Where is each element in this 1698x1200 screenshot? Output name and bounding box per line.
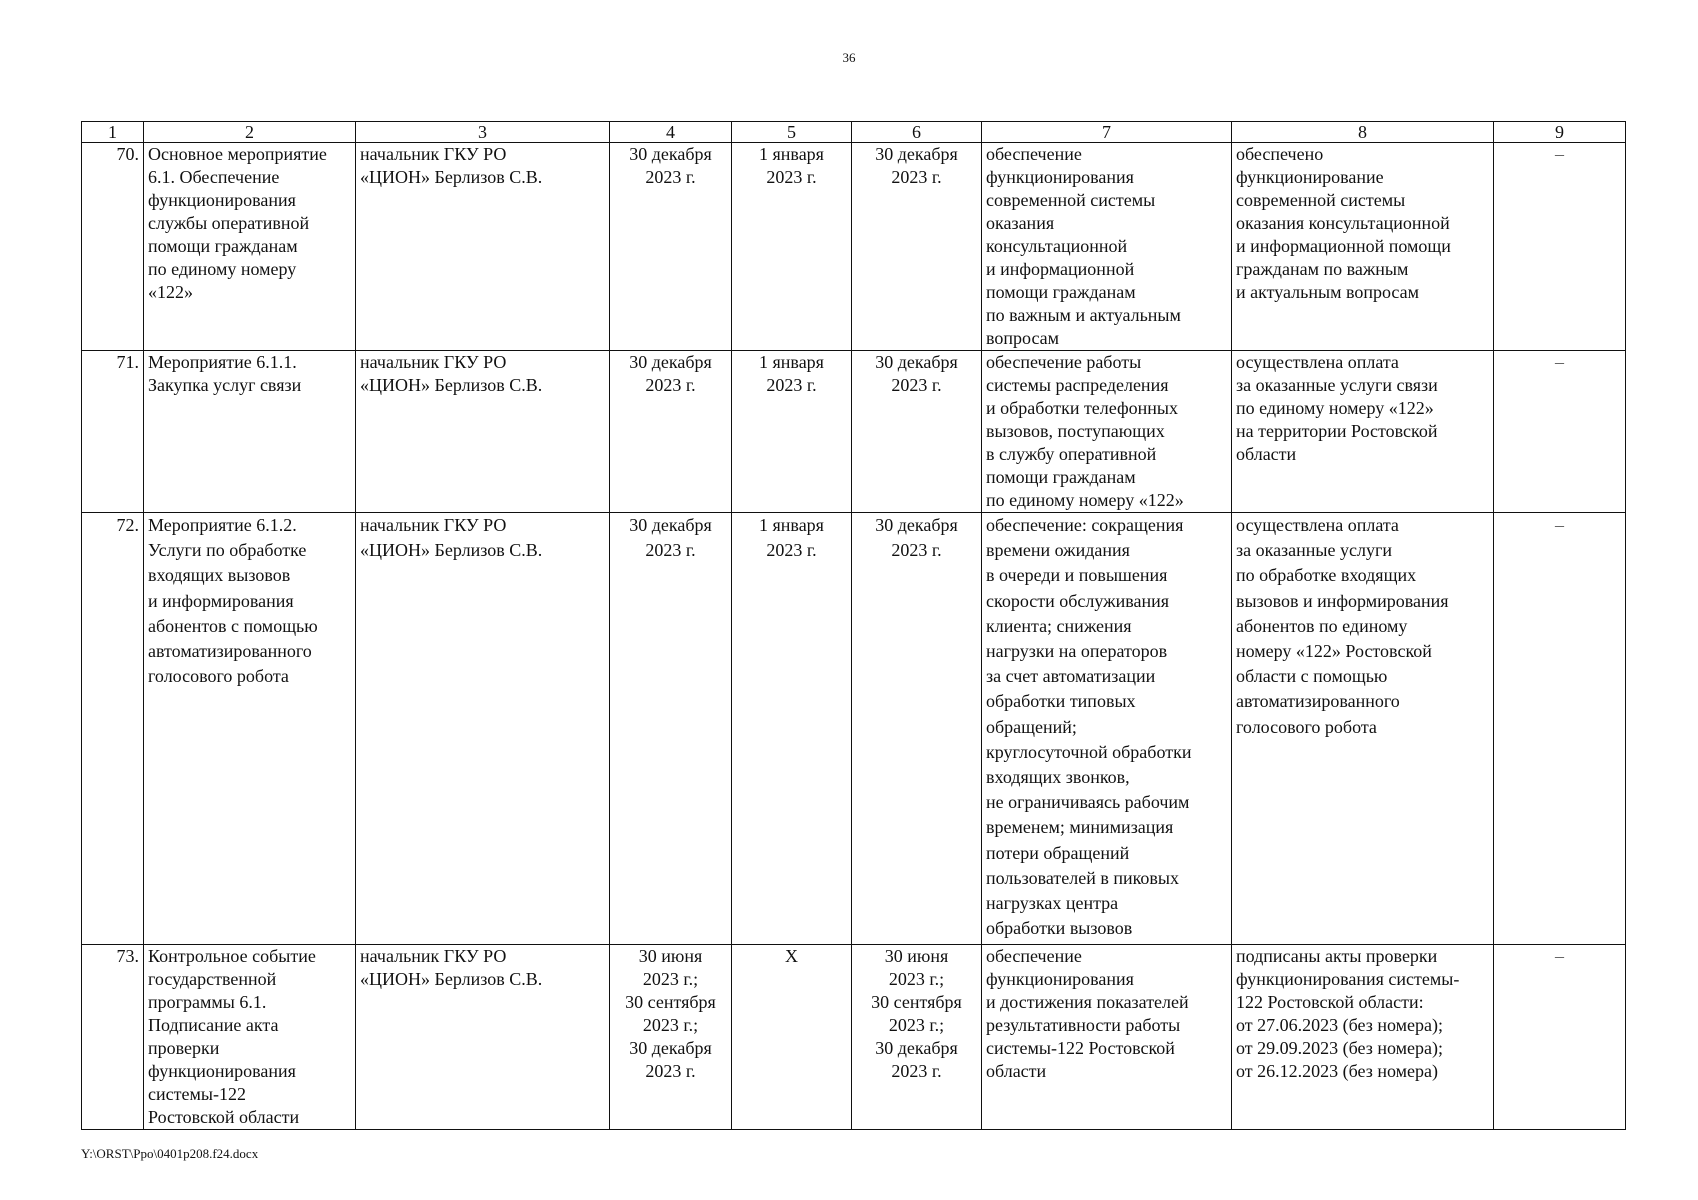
actual-result (1232, 143, 1494, 351)
date-col5 (732, 945, 852, 1130)
column-header: 2 (144, 122, 356, 143)
cell-line: обеспечено (1236, 144, 1324, 164)
cell-line: 1 января (759, 144, 824, 164)
expected-result (982, 945, 1232, 1130)
cell-line: по единому номеру (148, 259, 297, 279)
cell-line: системы-122 Ростовской (986, 1038, 1175, 1058)
cell-line: обеспечение (986, 144, 1082, 164)
cell-line: голосового робота (1236, 716, 1377, 737)
date-col5 (732, 513, 852, 945)
actual-result (1232, 351, 1494, 513)
cell-line: 30 декабря (629, 1038, 712, 1058)
cell-line: современной системы (986, 190, 1156, 210)
cell-line: входящих звонков, (986, 767, 1130, 788)
cell-line: и актуальным вопросам (1236, 282, 1420, 302)
cell-line: от 26.12.2023 (без номера) (1236, 1061, 1439, 1081)
cell-line: обеспечение работы (986, 352, 1142, 372)
cell-line: начальник ГКУ РО (360, 515, 507, 535)
cell-line: голосового робота (148, 666, 289, 687)
cell-line: гражданам по важным (1236, 259, 1409, 279)
cell-line: не ограничиваясь рабочим (986, 792, 1190, 813)
cell-line: 30 декабря (875, 1038, 958, 1058)
plan-table (81, 121, 1626, 1130)
cell-line: 2023 г. (891, 375, 942, 395)
cell-line: начальник ГКУ РО (360, 144, 507, 164)
cell-line: области (1236, 444, 1297, 464)
responsible-person (356, 513, 610, 945)
cell-line: программы 6.1. (148, 992, 267, 1012)
cell-line: 30 декабря (875, 144, 958, 164)
cell-line: временем; минимизация (986, 817, 1174, 838)
cell-line: оказания (986, 213, 1055, 233)
cell-line: входящих вызовов (148, 565, 291, 586)
cell-line: обеспечение: сокращения (986, 515, 1184, 535)
cell-line: 2023 г. (766, 375, 817, 395)
cell-line: клиента; снижения (986, 615, 1132, 636)
cell-line: абонентов с помощью (148, 615, 318, 636)
cell-line: области (986, 1061, 1047, 1081)
cell-line: Ростовской области (148, 1107, 300, 1127)
cell-line: Подписание акта (148, 1015, 279, 1035)
date-col6 (852, 351, 982, 513)
cell-line: автоматизированного (148, 641, 312, 662)
cell-line: функционирования (148, 190, 296, 210)
cell-line: области с помощью (1236, 666, 1388, 687)
footer-file-path: Y:\ORST\Ppo\0401p208.f24.docx (81, 1146, 259, 1161)
cell-line: функционирования (986, 167, 1134, 187)
cell-line: по единому номеру «122» (986, 490, 1184, 510)
column-header: 3 (356, 122, 610, 143)
date-col6 (852, 513, 982, 945)
activity-name (144, 351, 356, 513)
cell-line: нагрузки на операторов (986, 641, 1168, 662)
cell-line: 2023 г. (645, 1061, 696, 1081)
cell-line: 2023 г. (766, 540, 817, 561)
cell-line: потери обращений (986, 842, 1130, 863)
cell-line: и информирования (148, 590, 294, 611)
column-header: 1 (82, 122, 144, 143)
cell-line: 6.1. Обеспечение (148, 167, 280, 187)
row-number: 73. (82, 945, 144, 1130)
cell-line: 30 сентября (871, 992, 962, 1012)
responsible-person (356, 143, 610, 351)
cell-line: 2023 г. (891, 167, 942, 187)
cell-line: помощи гражданам (986, 467, 1136, 487)
cell-line: службы оперативной (148, 213, 310, 233)
cell-line: обращений; (986, 716, 1077, 737)
activity-name (144, 513, 356, 945)
cell-line: в очереди и повышения (986, 565, 1168, 586)
cell-line: 2023 г. (891, 1061, 942, 1081)
cell-line: вызовов и информирования (1236, 590, 1449, 611)
cell-line: «ЦИОН» Берлизов С.В. (360, 375, 543, 395)
expected-result (982, 351, 1232, 513)
cell-line: абонентов по единому (1236, 615, 1408, 636)
table-row (82, 143, 1626, 351)
cell-line: 2023 г. (891, 540, 942, 561)
cell-line: и обработки телефонных (986, 398, 1179, 418)
column-header: 6 (852, 122, 982, 143)
cell-line: 2023 г.; (888, 969, 945, 989)
cell-line: номеру «122» Ростовской (1236, 641, 1432, 662)
cell-line: 1 января (759, 515, 824, 535)
column-header: 9 (1494, 122, 1626, 143)
cell-line: от 27.06.2023 (без номера); (1236, 1015, 1444, 1035)
cell-line: «122» (148, 282, 193, 302)
cell-line: скорости обслуживания (986, 590, 1170, 611)
responsible-person (356, 351, 610, 513)
cell-line: 2023 г.; (642, 969, 699, 989)
cell-line: 2023 г.; (642, 1015, 699, 1035)
cell-line: автоматизированного (1236, 691, 1400, 712)
date-col6 (852, 945, 982, 1130)
cell-line: 30 декабря (629, 352, 712, 372)
header-row (82, 122, 1626, 143)
cell-line: 2023 г. (766, 167, 817, 187)
cell-line: «ЦИОН» Берлизов С.В. (360, 969, 543, 989)
date-col4 (610, 351, 732, 513)
column-header: 4 (610, 122, 732, 143)
cell-line: осуществлена оплата (1236, 352, 1399, 372)
responsible-person (356, 945, 610, 1130)
expected-result (982, 143, 1232, 351)
cell-line: 122 Ростовской области: (1236, 992, 1424, 1012)
cell-line: и информационной (986, 259, 1135, 279)
notes-dash: – (1494, 945, 1626, 1130)
cell-line: современной системы (1236, 190, 1406, 210)
cell-line: консультационной (986, 236, 1128, 256)
activity-name (144, 143, 356, 351)
cell-line: начальник ГКУ РО (360, 352, 507, 372)
expected-result (982, 513, 1232, 945)
cell-line: функционирования (986, 969, 1134, 989)
actual-result (1232, 513, 1494, 945)
cell-line: помощи гражданам (986, 282, 1136, 302)
table-row (82, 945, 1626, 1130)
column-header: 5 (732, 122, 852, 143)
cell-line: 30 июня (884, 946, 949, 966)
column-header: 7 (982, 122, 1232, 143)
cell-line: 30 сентября (625, 992, 716, 1012)
row-number: 70. (82, 143, 144, 351)
column-header: 8 (1232, 122, 1494, 143)
date-col4 (610, 143, 732, 351)
cell-line: в службу оперативной (986, 444, 1157, 464)
cell-line: обработки типовых (986, 691, 1136, 712)
cell-line: вызовов, поступающих (986, 421, 1165, 441)
date-col4 (610, 945, 732, 1130)
cell-line: времени ожидания (986, 540, 1130, 561)
notes-dash: – (1494, 143, 1626, 351)
table-row (82, 351, 1626, 513)
cell-line: Основное мероприятие (148, 144, 327, 164)
table-row (82, 513, 1626, 945)
cell-line: проверки (148, 1038, 220, 1058)
cell-line: функционирования (148, 1061, 296, 1081)
cell-line: по обработке входящих (1236, 565, 1417, 586)
date-col5 (732, 351, 852, 513)
row-number: 72. (82, 513, 144, 945)
cell-line: на территории Ростовской (1236, 421, 1438, 441)
cell-line: 30 декабря (875, 515, 958, 535)
cell-line: круглосуточной обработки (986, 741, 1192, 762)
cell-line: пользователей в пиковых (986, 867, 1180, 888)
cell-line: Мероприятие 6.1.2. (148, 515, 297, 535)
cell-line: и достижения показателей (986, 992, 1189, 1012)
date-col5 (732, 143, 852, 351)
cell-line: по важным и актуальным (986, 305, 1181, 325)
cell-line: 2023 г. (645, 375, 696, 395)
cell-line: 30 декабря (629, 515, 712, 535)
cell-line: 1 января (759, 352, 824, 372)
cell-line: за оказанные услуги (1236, 540, 1392, 561)
cell-line: функционирования системы- (1236, 969, 1460, 989)
cell-line: оказания консультационной (1236, 213, 1450, 233)
cell-line: и информационной помощи (1236, 236, 1451, 256)
cell-line: осуществлена оплата (1236, 515, 1399, 535)
cell-line: «ЦИОН» Берлизов С.В. (360, 167, 543, 187)
cell-line: 2023 г. (645, 540, 696, 561)
cell-line: обработки вызовов (986, 918, 1133, 939)
cell-line: результативности работы (986, 1015, 1181, 1035)
cell-line: 2023 г.; (888, 1015, 945, 1035)
cell-line: обеспечение (986, 946, 1082, 966)
cell-line: Х (785, 946, 798, 966)
cell-line: 2023 г. (645, 167, 696, 187)
actual-result (1232, 945, 1494, 1130)
cell-line: системы распределения (986, 375, 1169, 395)
notes-dash: – (1494, 351, 1626, 513)
cell-line: Услуги по обработке (148, 540, 307, 561)
cell-line: «ЦИОН» Берлизов С.В. (360, 540, 543, 561)
date-col6 (852, 143, 982, 351)
cell-line: за оказанные услуги связи (1236, 375, 1438, 395)
cell-line: нагрузках центра (986, 893, 1119, 914)
cell-line: помощи гражданам (148, 236, 298, 256)
cell-line: системы-122 (148, 1084, 246, 1104)
cell-line: Контрольное событие (148, 946, 316, 966)
page-number: 36 (842, 50, 856, 65)
date-col4 (610, 513, 732, 945)
cell-line: подписаны акты проверки (1236, 946, 1438, 966)
cell-line: 30 июня (638, 946, 703, 966)
cell-line: за счет автоматизации (986, 666, 1156, 687)
cell-line: функционирование (1236, 167, 1384, 187)
cell-line: Закупка услуг связи (148, 375, 302, 395)
cell-line: Мероприятие 6.1.1. (148, 352, 297, 372)
cell-line: начальник ГКУ РО (360, 946, 507, 966)
cell-line: по единому номеру «122» (1236, 398, 1434, 418)
row-number: 71. (82, 351, 144, 513)
cell-line: государственной (148, 969, 277, 989)
cell-line: 30 декабря (629, 144, 712, 164)
cell-line: вопросам (986, 328, 1060, 348)
notes-dash: – (1494, 513, 1626, 945)
cell-line: 30 декабря (875, 352, 958, 372)
cell-line: от 29.09.2023 (без номера); (1236, 1038, 1444, 1058)
activity-name (144, 945, 356, 1130)
